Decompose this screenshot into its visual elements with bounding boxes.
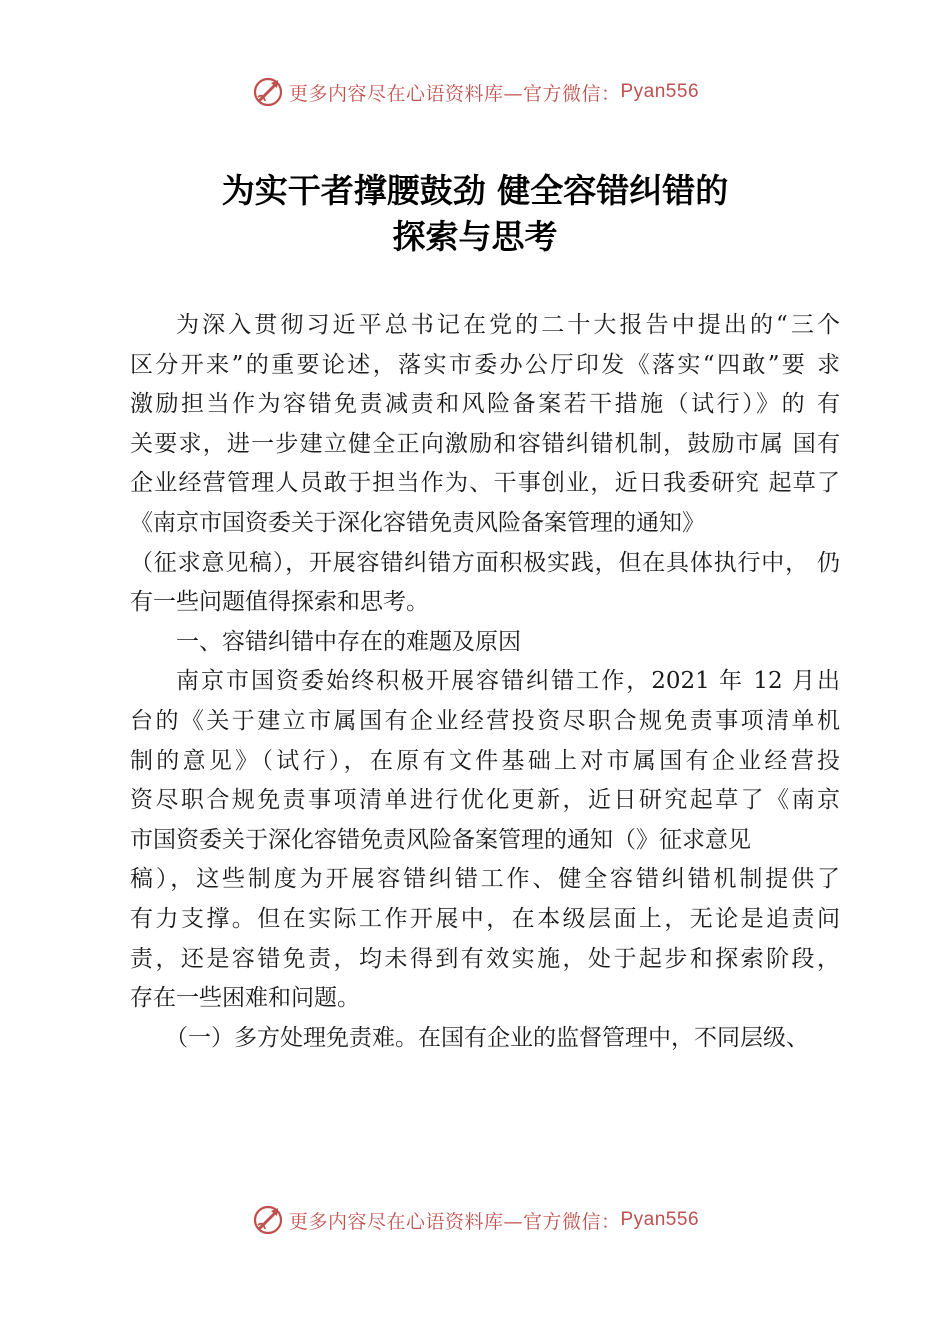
watermark-text: 更多内容尽在心语资料库—官方微信： [288,82,621,105]
body-line: 企业经营管理人员敢于担当作为、干事创业，近日我委研究 起草了 [130,470,840,497]
subsection-heading: （一）多方处理免责难。在国有企业的监督管理中，不同层级、 [165,1024,809,1051]
title-line-2: 探索与思考 [392,217,558,256]
watermark-text: 更多内容尽在心语资料库—官方微信： [288,1210,621,1233]
body-line: 区分开来”的重要论述，落实市委办公厅印发《落实“四敢”要 求 [130,351,840,378]
watermark-wechat-id: Pyan556 [620,1209,700,1230]
watermark-wechat-id: Pyan556 [620,81,700,102]
section-heading: 一、容错纠错中存在的难题及原因 [176,628,521,655]
body-line: 南京市国资委始终积极开展容错纠错工作，2021 年 12 月出 [176,668,840,695]
body-line: 资尽职合规免责事项清单进行优化更新，近日研究起草了《南京 [130,787,840,814]
quill-seal-icon [251,75,285,109]
title-line-1: 为实干者撑腰鼓劲 健全容错纠错的 [221,171,729,210]
body-line: （征求意见稿），开展容错纠错方面积极实践，但在具体执行中， 仍 [130,549,840,576]
body-line: 存在一些困难和问题。 [130,985,360,1012]
quill-seal-icon [251,1203,285,1237]
document-title [0,168,950,260]
watermark-banner-top [0,72,950,112]
body-line: 台的《关于建立市属国有企业经营投资尽职合规免责事项清单机 [130,707,840,734]
body-line: 有力支撑。但在实际工作开展中，在本级层面上，无论是追责问 [130,905,840,932]
watermark-banner-bottom [0,1200,950,1240]
body-line: 《南京市国资委关于深化容错免责风险备案管理的通知》 [130,509,705,536]
document-body [130,306,840,1058]
body-line: 稿），这些制度为开展容错纠错工作、健全容错纠错机制提供了 [130,866,840,893]
body-line: 市国资委关于深化容错免责风险备案管理的通知（》征求意见 [130,826,751,853]
body-line: 责，还是容错免责，均未得到有效实施，处于起步和探索阶段， [130,945,840,972]
body-line: 制的意见》（试行），在原有文件基础上对市属国有企业经营投 [130,747,840,774]
body-line: 关要求，进一步建立健全正向激励和容错纠错机制，鼓励市属 国有 [130,430,840,457]
body-line: 有一些问题值得探索和思考。 [130,589,429,616]
body-line: 激励担当作为容错免责减责和风险备案若干措施（试行）》的 有 [130,391,840,418]
body-line: 为深入贯彻习近平总书记在党的二十大报告中提出的“三个 [176,312,840,338]
